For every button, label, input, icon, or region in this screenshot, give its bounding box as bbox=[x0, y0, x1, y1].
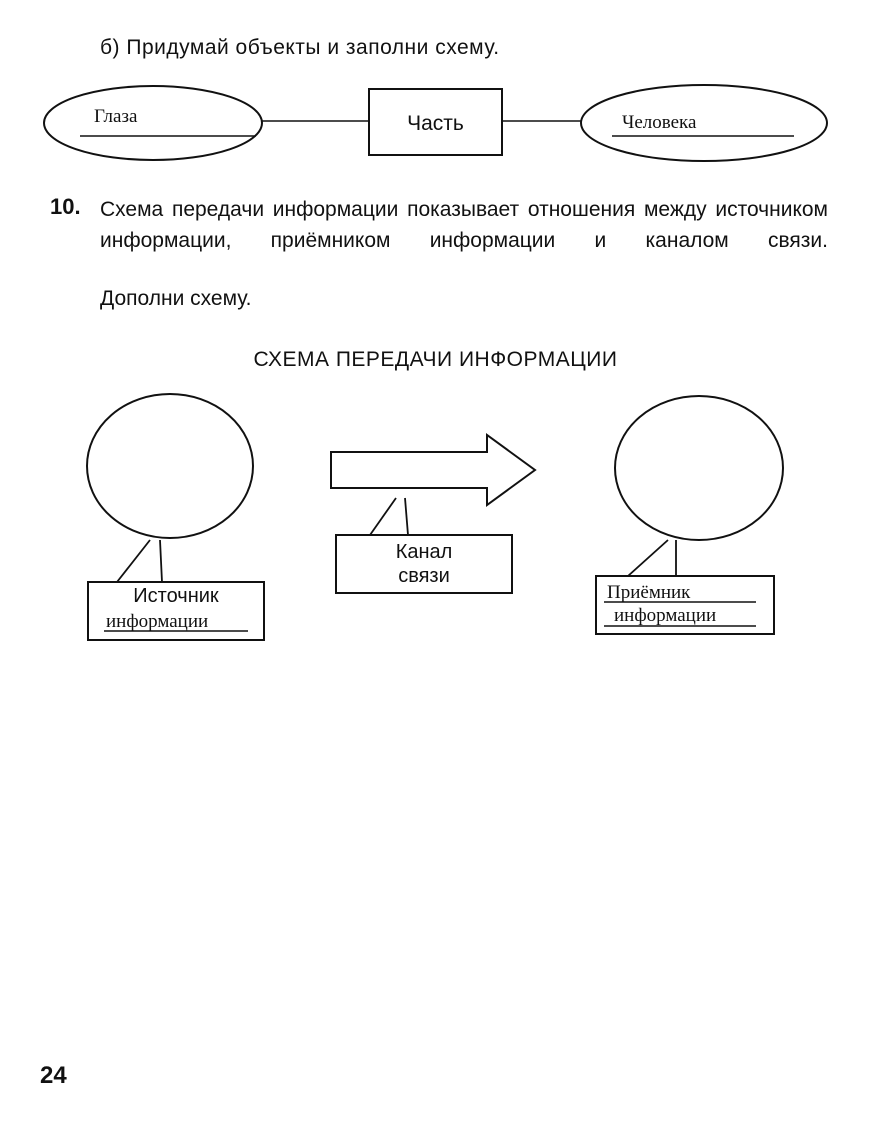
source-circle bbox=[87, 394, 253, 538]
task-b-instruction: б) Придумай объекты и заполни схему. bbox=[100, 36, 500, 59]
source-label: Источник bbox=[133, 585, 219, 607]
source-answer: информации bbox=[106, 611, 209, 632]
receiver-callout bbox=[628, 540, 676, 576]
left-ellipse bbox=[44, 86, 262, 160]
center-box-label: Часть bbox=[407, 112, 464, 135]
left-field-answer: Глаза bbox=[94, 106, 138, 127]
task-b-diagram bbox=[0, 0, 871, 200]
channel-callout bbox=[370, 498, 408, 535]
scheme-title: СХЕМА ПЕРЕДАЧИ ИНФОРМАЦИИ bbox=[253, 348, 618, 371]
page-number: 24 bbox=[40, 1062, 67, 1089]
task-instruction: Дополни схему. bbox=[100, 287, 252, 310]
right-field-answer: Человека bbox=[622, 112, 697, 133]
channel-label-line1: Канал bbox=[395, 541, 453, 563]
right-ellipse bbox=[581, 85, 827, 161]
receiver-answer-line1: Приёмник bbox=[607, 582, 691, 603]
source-callout bbox=[117, 540, 162, 582]
task-number: 10. bbox=[50, 194, 81, 219]
task-description: Схема передачи информации показывает отношения между источником информации, приёмником информации и каналом связи. bbox=[100, 198, 828, 252]
receiver-circle bbox=[615, 396, 783, 540]
receiver-answer-line2: информации bbox=[614, 605, 717, 626]
channel-arrow bbox=[331, 435, 535, 505]
channel-label-line2: связи bbox=[398, 565, 450, 587]
